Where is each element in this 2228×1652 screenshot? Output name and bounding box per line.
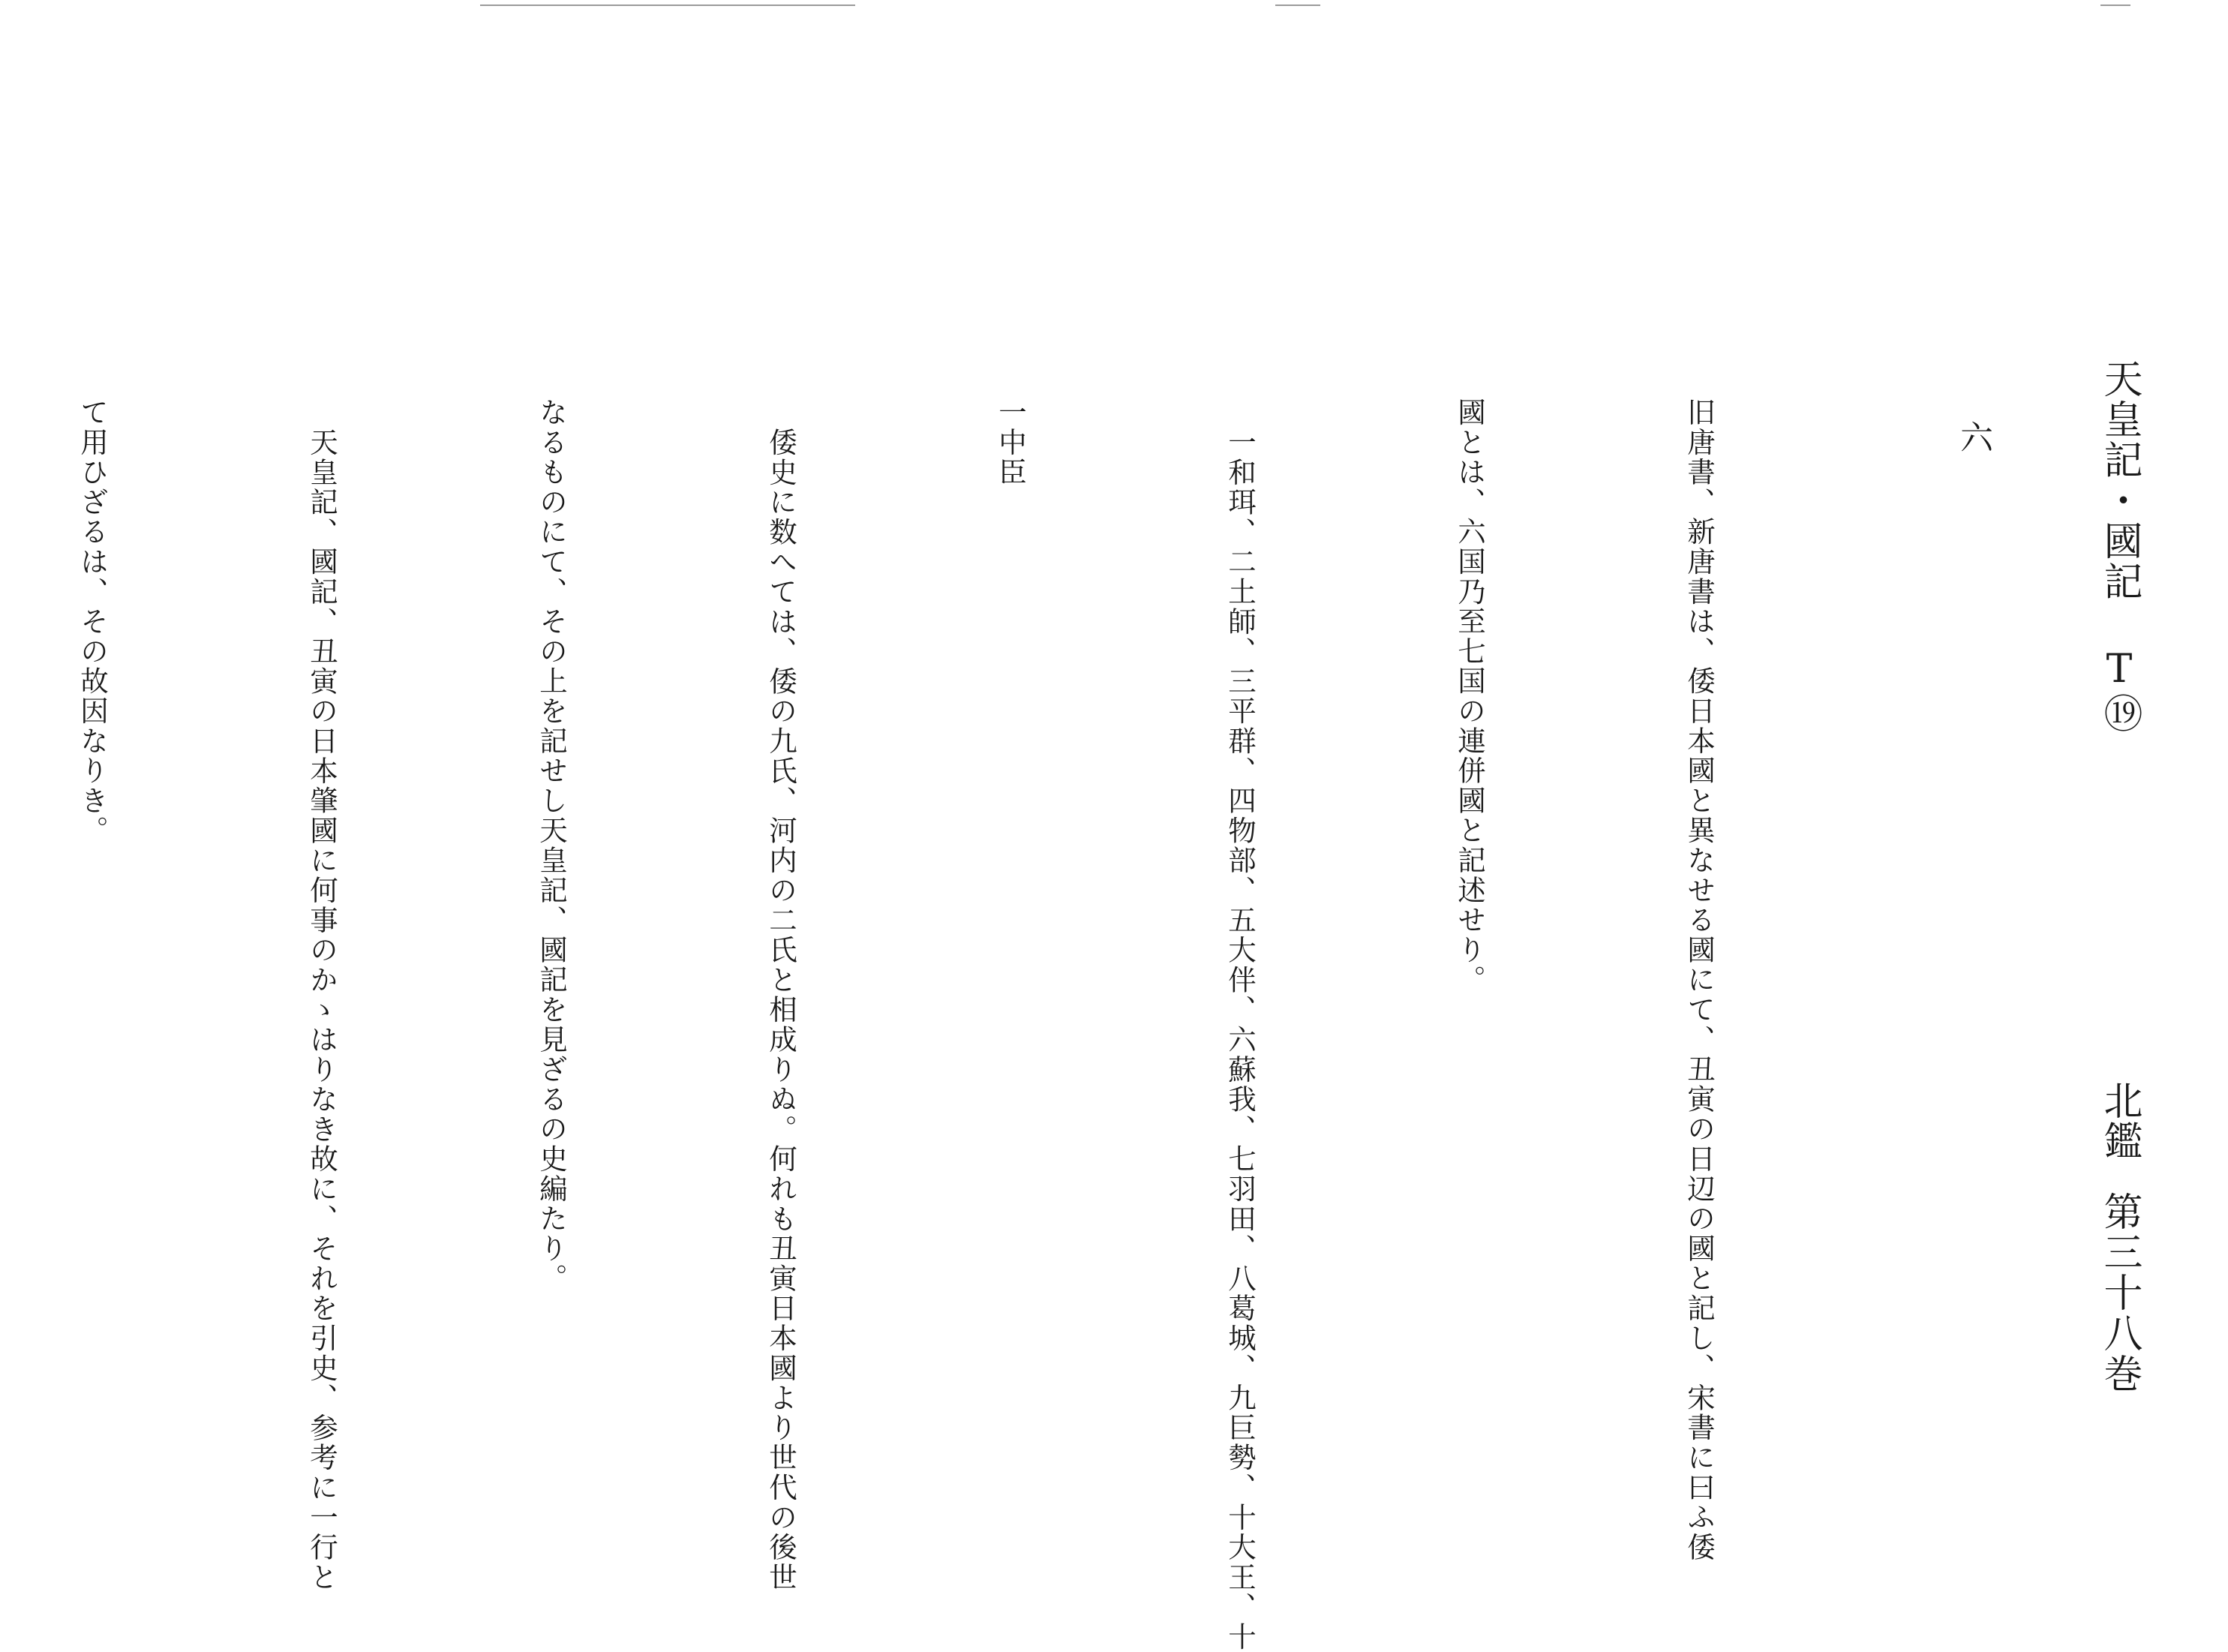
scan-artifact [2100,5,2130,6]
text-column: 國とは、六国乃至七国の連併國と記述せり。 [1453,398,1486,995]
text-column: 天皇記、國記、丑寅の日本肇國に何事のかゝはりなき故に、それを引史、参考に一行と [305,428,338,1593]
header-title: 天皇記・國記 [2097,359,2142,602]
page-number: 六 [1954,420,1992,453]
text-column: 倭史に数へては、倭の九氏、河内の二氏と相成りぬ。何れも丑寅日本國より世代の後世 [764,428,797,1593]
header-volume: 第三十八巻 [2097,1191,2142,1394]
text-column: 一中臣 [994,398,1027,488]
body-text [0,398,1890,1652]
text-column: て用ひざるは、その故因なりき。 [76,398,109,846]
header-collection: 北鑑 [2097,1080,2142,1161]
text-column: 一和珥、二土師、三平群、四物部、五大伴、六蘇我、七羽田、八葛城、九巨勢、十大王、十 [1224,428,1257,1652]
scan-artifact [1275,5,1320,6]
page-header [2097,359,2142,1394]
text-column: 旧唐書、新唐書は、倭日本國と異なせる國にて、丑寅の日辺の國と記し、宋書に曰ふ倭 [1683,398,1716,1563]
scan-artifact [480,5,855,6]
text-column: なるものにて、その上を記せし天皇記、國記を見ざるの史編たり。 [535,398,568,1293]
header-series-mark: T⑲ [2097,647,2142,734]
